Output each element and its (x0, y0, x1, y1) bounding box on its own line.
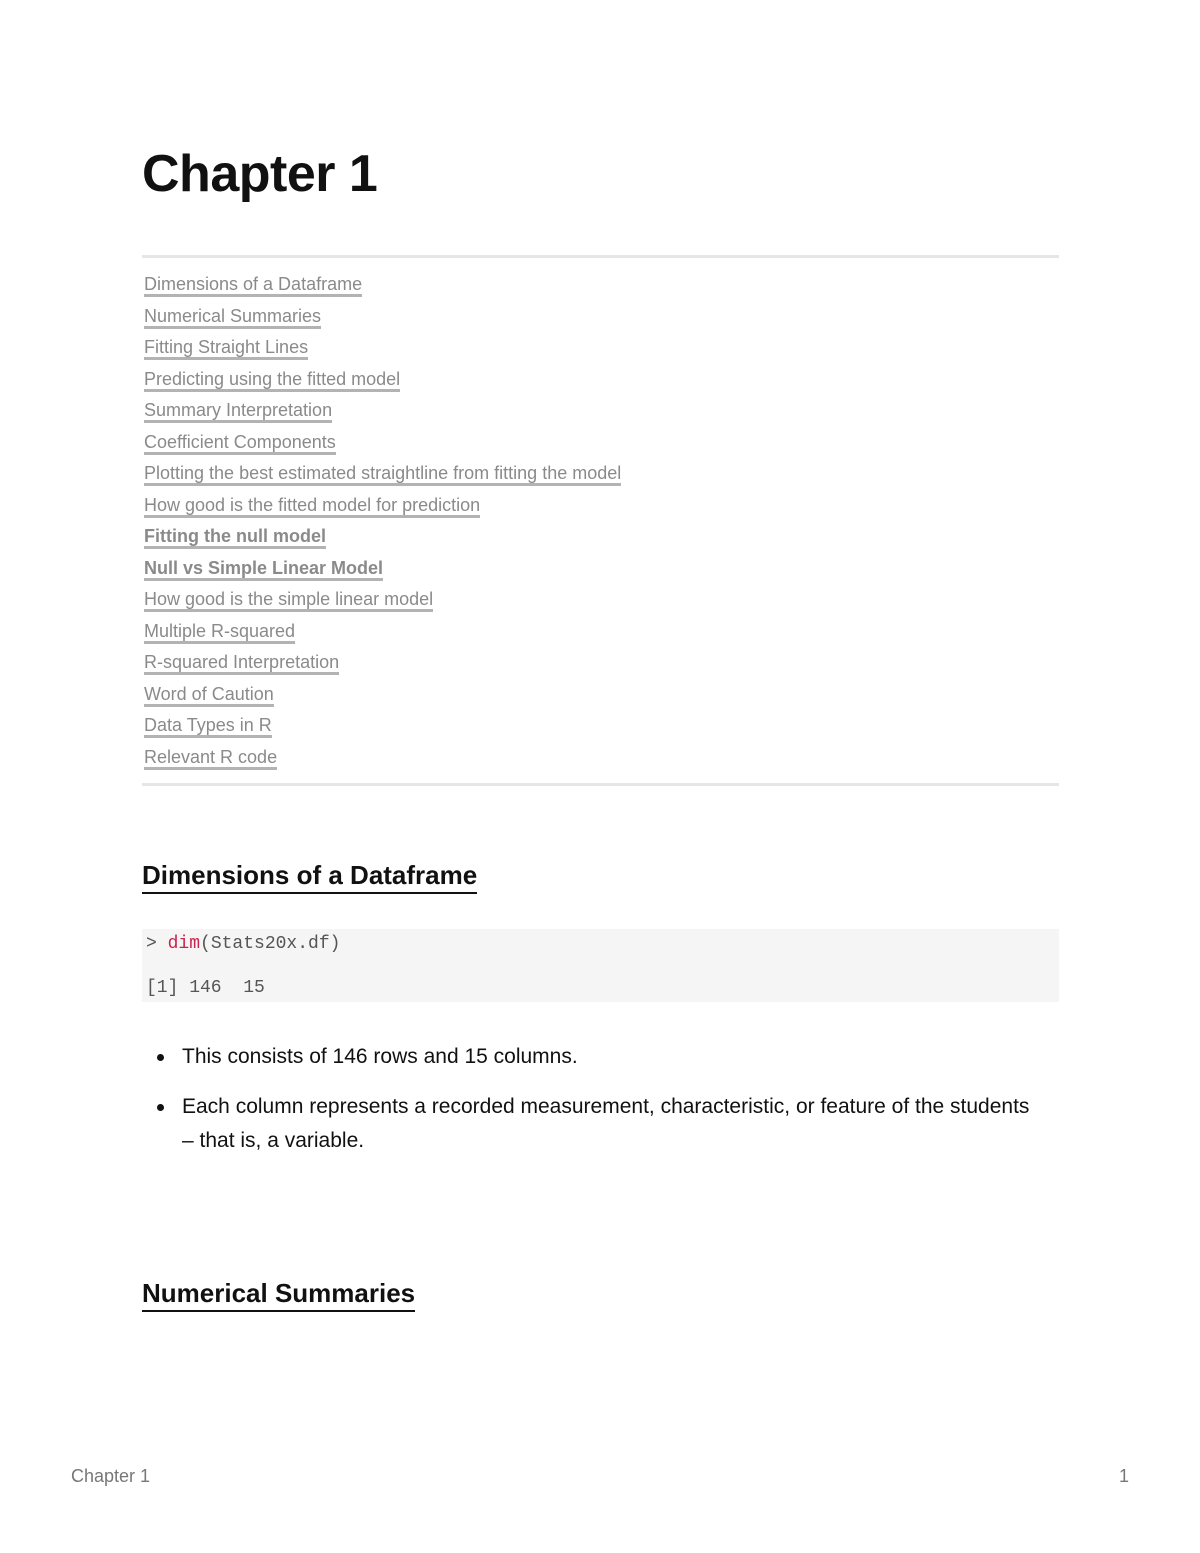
bullet-icon (157, 1104, 164, 1111)
toc-link[interactable]: Plotting the best estimated straightline from fitting the model (144, 463, 621, 486)
toc-item (144, 396, 621, 428)
code-prompt: > (146, 934, 168, 954)
toc-item (144, 648, 621, 680)
bullet-list (140, 1040, 1040, 1174)
toc-item (144, 522, 621, 554)
toc-item (144, 491, 621, 523)
toc-item (144, 585, 621, 617)
bullet-icon (157, 1054, 164, 1061)
page-title: Chapter 1 (142, 145, 378, 203)
toc-item (144, 365, 621, 397)
code-args: (Stats20x.df) (200, 934, 341, 954)
toc-link[interactable]: How good is the fitted model for prediction (144, 495, 480, 518)
bullet-text: This consists of 146 rows and 15 columns. (182, 1045, 578, 1068)
bullet-text: Each column represents a recorded measurement, characteristic, or feature of the students – that is, a variable. (182, 1095, 1030, 1152)
section-heading-numerical-summaries: Numerical Summaries (142, 1278, 415, 1312)
toc-item (144, 270, 621, 302)
table-of-contents (144, 270, 621, 774)
toc-link[interactable]: Fitting Straight Lines (144, 337, 308, 360)
toc-link[interactable]: Predicting using the fitted model (144, 369, 400, 392)
footer-page-number: 1 (1118, 1466, 1129, 1486)
toc-top-divider (142, 255, 1059, 258)
toc-item (144, 302, 621, 334)
toc-item (144, 711, 621, 743)
code-output-line: [1] 146 15 (146, 978, 265, 998)
toc-link[interactable]: Relevant R code (144, 747, 277, 770)
code-input-line (146, 934, 340, 954)
toc-link[interactable]: Null vs Simple Linear Model (144, 558, 383, 581)
toc-link[interactable]: Data Types in R (144, 715, 272, 738)
section-heading-dimensions: Dimensions of a Dataframe (142, 860, 477, 894)
toc-item (144, 617, 621, 649)
list-item (140, 1090, 1040, 1158)
footer-chapter-label: Chapter 1 (71, 1466, 151, 1486)
toc-item (144, 428, 621, 460)
toc-link[interactable]: Fitting the null model (144, 526, 326, 549)
toc-link[interactable]: Coefficient Components (144, 432, 336, 455)
code-function: dim (167, 934, 201, 954)
toc-link[interactable]: Multiple R-squared (144, 621, 295, 644)
list-item (140, 1040, 1040, 1074)
toc-link[interactable]: How good is the simple linear model (144, 589, 433, 612)
toc-bottom-divider (142, 783, 1059, 786)
toc-link[interactable]: Dimensions of a Dataframe (144, 274, 362, 297)
toc-link[interactable]: Numerical Summaries (144, 306, 321, 329)
toc-item (144, 554, 621, 586)
toc-item (144, 459, 621, 491)
toc-link[interactable]: Word of Caution (144, 684, 274, 707)
toc-item (144, 680, 621, 712)
toc-link[interactable]: R-squared Interpretation (144, 652, 339, 675)
toc-item (144, 743, 621, 775)
code-block (142, 929, 1059, 1002)
toc-item (144, 333, 621, 365)
toc-link[interactable]: Summary Interpretation (144, 400, 332, 423)
